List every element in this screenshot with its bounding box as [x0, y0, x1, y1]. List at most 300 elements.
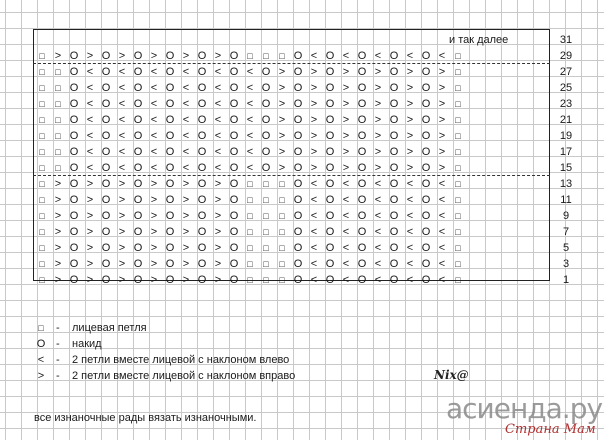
chart-cell: >: [278, 98, 286, 110]
row-number: 9: [562, 210, 570, 222]
chart-cell: O: [421, 114, 431, 126]
chart-cell: O: [389, 66, 399, 78]
chart-cell: <: [118, 66, 126, 78]
chart-cell: □: [247, 275, 253, 285]
chart-cell: O: [325, 98, 335, 110]
chart-cell: O: [421, 66, 431, 78]
chart-cell: <: [342, 226, 350, 238]
chart-cell: >: [86, 274, 94, 286]
chart-cell: <: [118, 98, 126, 110]
chart-cell: >: [182, 242, 190, 254]
chart-cell: >: [374, 114, 382, 126]
chart-cell: <: [214, 98, 222, 110]
chart-cell: O: [261, 146, 271, 158]
chart-cell: O: [133, 274, 143, 286]
chart-cell: >: [278, 146, 286, 158]
chart-cell: O: [261, 82, 271, 94]
chart-cell: <: [86, 162, 94, 174]
chart-cell: O: [165, 178, 175, 190]
chart-cell: □: [455, 243, 461, 253]
chart-cell: <: [118, 130, 126, 142]
row-number: 11: [560, 194, 572, 206]
chart-cell: □: [455, 99, 461, 109]
chart-cell: O: [389, 114, 399, 126]
chart-cell: >: [342, 66, 350, 78]
chart-cell: >: [406, 66, 414, 78]
chart-cell: O: [389, 162, 399, 174]
chart-cell: >: [54, 258, 62, 270]
chart-cell: □: [55, 67, 61, 77]
chart-cell: □: [39, 115, 45, 125]
chart-cell: <: [150, 82, 158, 94]
chart-cell: >: [54, 210, 62, 222]
chart-cell: □: [39, 195, 45, 205]
chart-cell: O: [325, 130, 335, 142]
row-number: 15: [559, 162, 573, 174]
chart-cell: <: [150, 162, 158, 174]
chart-cell: O: [261, 114, 271, 126]
chart-cell: <: [86, 82, 94, 94]
chart-cell: >: [342, 98, 350, 110]
chart-cell: O: [389, 194, 399, 206]
row-number: 27: [559, 66, 573, 78]
chart-cell: <: [118, 82, 126, 94]
chart-cell: O: [165, 274, 175, 286]
chart-cell: <: [310, 178, 318, 190]
chart-cell: >: [182, 194, 190, 206]
chart-cell: <: [182, 98, 190, 110]
chart-cell: □: [279, 195, 285, 205]
chart-cell: O: [165, 146, 175, 158]
chart-cell: □: [263, 243, 269, 253]
chart-cell: <: [214, 82, 222, 94]
section-divider: [33, 175, 550, 176]
chart-cell: >: [150, 258, 158, 270]
chart-cell: >: [214, 242, 222, 254]
chart-cell: □: [247, 195, 253, 205]
chart-cell: >: [310, 66, 318, 78]
chart-cell: <: [118, 114, 126, 126]
chart-cell: O: [101, 66, 111, 78]
chart-cell: □: [39, 243, 45, 253]
chart-cell: O: [421, 162, 431, 174]
chart-cell: <: [150, 66, 158, 78]
chart-cell: O: [325, 114, 335, 126]
chart-cell: <: [246, 98, 254, 110]
chart-cell: O: [389, 146, 399, 158]
chart-cell: O: [421, 50, 431, 62]
chart-cell: □: [455, 211, 461, 221]
chart-cell: □: [263, 227, 269, 237]
row-number: 25: [559, 82, 573, 94]
chart-cell: □: [279, 179, 285, 189]
chart-cell: >: [118, 242, 126, 254]
chart-cell: >: [310, 98, 318, 110]
chart-cell: >: [54, 274, 62, 286]
chart-cell: <: [374, 178, 382, 190]
chart-cell: O: [389, 226, 399, 238]
chart-cell: <: [310, 226, 318, 238]
chart-cell: O: [101, 194, 111, 206]
chart-cell: O: [357, 226, 367, 238]
chart-cell: □: [263, 275, 269, 285]
chart-cell: O: [357, 242, 367, 254]
chart-cell: □: [279, 243, 285, 253]
chart-cell: □: [39, 227, 45, 237]
chart-cell: >: [374, 162, 382, 174]
chart-cell: O: [357, 210, 367, 222]
chart-cell: O: [389, 274, 399, 286]
chart-cell: O: [101, 130, 111, 142]
chart-cell: □: [55, 83, 61, 93]
chart-cell: >: [54, 178, 62, 190]
chart-cell: O: [357, 50, 367, 62]
chart-cell: O: [325, 178, 335, 190]
chart-cell: O: [101, 242, 111, 254]
chart-cell: O: [101, 258, 111, 270]
chart-cell: O: [197, 210, 207, 222]
chart-cell: O: [165, 242, 175, 254]
chart-cell: O: [293, 146, 303, 158]
chart-cell: O: [197, 274, 207, 286]
chart-cell: □: [55, 131, 61, 141]
chart-cell: O: [293, 274, 303, 286]
chart-cell: <: [374, 274, 382, 286]
chart-cell: <: [374, 242, 382, 254]
chart-cell: O: [69, 274, 79, 286]
chart-cell: O: [325, 226, 335, 238]
chart-cell: O: [293, 210, 303, 222]
chart-cell: O: [197, 226, 207, 238]
chart-cell: □: [263, 51, 269, 61]
chart-cell: O: [197, 66, 207, 78]
signature: Nix@: [434, 368, 469, 382]
chart-cell: >: [278, 114, 286, 126]
chart-cell: O: [69, 82, 79, 94]
chart-cell: □: [39, 147, 45, 157]
chart-cell: >: [310, 114, 318, 126]
chart-cell: >: [150, 178, 158, 190]
chart-cell: >: [438, 82, 446, 94]
chart-cell: O: [421, 274, 431, 286]
chart-cell: <: [246, 146, 254, 158]
chart-cell: >: [406, 130, 414, 142]
chart-cell: O: [133, 130, 143, 142]
legend-dash: -: [56, 322, 60, 334]
chart-cell: O: [133, 226, 143, 238]
chart-cell: □: [455, 51, 461, 61]
chart-cell: <: [214, 146, 222, 158]
chart-cell: >: [310, 130, 318, 142]
chart-cell: >: [406, 146, 414, 158]
chart-cell: O: [229, 50, 239, 62]
chart-cell: >: [310, 162, 318, 174]
chart-cell: □: [247, 243, 253, 253]
chart-cell: <: [118, 162, 126, 174]
chart-cell: O: [165, 258, 175, 270]
chart-cell: >: [278, 162, 286, 174]
chart-cell: □: [247, 51, 253, 61]
chart-cell: >: [342, 162, 350, 174]
chart-cell: O: [293, 50, 303, 62]
legend-dash: -: [56, 370, 60, 382]
chart-cell: O: [293, 98, 303, 110]
chart-cell: O: [133, 178, 143, 190]
chart-cell: >: [118, 178, 126, 190]
chart-cell: O: [325, 274, 335, 286]
row-number: 13: [559, 178, 573, 190]
chart-cell: O: [229, 98, 239, 110]
chart-cell: <: [310, 210, 318, 222]
chart-cell: □: [247, 211, 253, 221]
chart-cell: >: [438, 130, 446, 142]
chart-cell: O: [261, 66, 271, 78]
chart-cell: <: [214, 130, 222, 142]
chart-cell: >: [214, 178, 222, 190]
chart-cell: O: [133, 98, 143, 110]
chart-cell: O: [325, 258, 335, 270]
row-number: 17: [559, 146, 573, 158]
chart-cell: <: [342, 258, 350, 270]
chart-cell: <: [310, 274, 318, 286]
chart-cell: □: [55, 115, 61, 125]
chart-cell: □: [247, 179, 253, 189]
chart-cell: <: [214, 114, 222, 126]
row-number: 31: [559, 34, 573, 46]
chart-cell: O: [293, 66, 303, 78]
chart-cell: O: [293, 226, 303, 238]
watermark-sub: Страна Мам: [505, 422, 596, 437]
chart-cell: O: [229, 146, 239, 158]
chart-cell: O: [197, 146, 207, 158]
chart-cell: >: [278, 66, 286, 78]
chart-cell: >: [118, 274, 126, 286]
chart-cell: □: [455, 227, 461, 237]
row-number: 21: [559, 114, 573, 126]
chart-cell: □: [263, 179, 269, 189]
chart-cell: O: [261, 130, 271, 142]
chart-cell: >: [406, 82, 414, 94]
chart-cell: <: [406, 226, 414, 238]
chart-cell: >: [54, 242, 62, 254]
chart-cell: <: [374, 226, 382, 238]
chart-cell: □: [55, 99, 61, 109]
chart-cell: <: [406, 242, 414, 254]
chart-cell: <: [214, 66, 222, 78]
chart-cell: O: [293, 258, 303, 270]
chart-cell: >: [278, 82, 286, 94]
chart-cell: O: [69, 98, 79, 110]
chart-cell: >: [438, 146, 446, 158]
chart-cell: □: [263, 195, 269, 205]
chart-cell: <: [310, 194, 318, 206]
chart-cell: >: [214, 210, 222, 222]
chart-cell: <: [374, 258, 382, 270]
chart-cell: <: [438, 194, 446, 206]
chart-cell: O: [325, 66, 335, 78]
chart-cell: <: [118, 146, 126, 158]
chart-cell: >: [150, 194, 158, 206]
chart-cell: <: [342, 274, 350, 286]
chart-cell: O: [357, 130, 367, 142]
chart-cell: O: [421, 146, 431, 158]
chart-cell: □: [39, 179, 45, 189]
chart-cell: >: [182, 258, 190, 270]
chart-cell: O: [389, 178, 399, 190]
chart-cell: <: [406, 258, 414, 270]
chart-cell: >: [150, 242, 158, 254]
chart-cell: O: [165, 194, 175, 206]
chart-cell: >: [342, 130, 350, 142]
chart-cell: O: [197, 178, 207, 190]
chart-cell: O: [229, 194, 239, 206]
chart-cell: O: [357, 274, 367, 286]
chart-cell: <: [86, 66, 94, 78]
chart-cell: <: [310, 242, 318, 254]
chart-cell: O: [421, 178, 431, 190]
row-number: 7: [562, 226, 570, 238]
chart-cell: O: [357, 82, 367, 94]
row-number: 23: [559, 98, 573, 110]
chart-cell: O: [133, 162, 143, 174]
chart-cell: □: [247, 227, 253, 237]
chart-cell: O: [357, 194, 367, 206]
chart-cell: <: [406, 50, 414, 62]
chart-cell: O: [133, 194, 143, 206]
footnote: все изнаночные рады вязать изнаночными.: [34, 412, 257, 424]
chart-cell: O: [197, 114, 207, 126]
chart-cell: O: [165, 66, 175, 78]
chart-cell: O: [229, 82, 239, 94]
chart-cell: O: [261, 162, 271, 174]
chart-cell: O: [133, 146, 143, 158]
chart-cell: O: [229, 114, 239, 126]
chart-cell: <: [406, 194, 414, 206]
chart-cell: O: [293, 162, 303, 174]
chart-cell: <: [438, 242, 446, 254]
chart-cell: >: [54, 194, 62, 206]
chart-cell: O: [325, 82, 335, 94]
chart-cell: □: [55, 147, 61, 157]
chart-cell: O: [69, 66, 79, 78]
chart-cell: >: [86, 258, 94, 270]
chart-cell: <: [342, 242, 350, 254]
chart-cell: <: [86, 98, 94, 110]
chart-cell: □: [263, 259, 269, 269]
chart-cell: >: [438, 66, 446, 78]
row-number: 1: [562, 274, 570, 286]
chart-cell: <: [246, 162, 254, 174]
chart-cell: O: [69, 130, 79, 142]
chart-cell: O: [69, 194, 79, 206]
chart-cell: O: [357, 66, 367, 78]
chart-cell: O: [293, 194, 303, 206]
chart-cell: O: [133, 258, 143, 270]
chart-cell: <: [342, 210, 350, 222]
chart-cell: □: [39, 67, 45, 77]
chart-cell: >: [278, 130, 286, 142]
chart-cell: O: [389, 242, 399, 254]
legend-symbol: <: [37, 354, 45, 366]
chart-cell: <: [406, 178, 414, 190]
chart-cell: O: [101, 50, 111, 62]
row-number: 3: [562, 258, 570, 270]
chart-cell: O: [101, 114, 111, 126]
chart-cell: <: [214, 162, 222, 174]
chart-cell: <: [86, 114, 94, 126]
chart-cell: O: [325, 242, 335, 254]
chart-cell: O: [101, 210, 111, 222]
chart-cell: O: [421, 210, 431, 222]
chart-cell: O: [229, 66, 239, 78]
chart-cell: O: [165, 226, 175, 238]
chart-cell: □: [39, 83, 45, 93]
chart-cell: <: [438, 274, 446, 286]
chart-cell: >: [182, 50, 190, 62]
chart-cell: O: [197, 130, 207, 142]
watermark-logo: асиенда.ру: [446, 392, 603, 425]
chart-cell: O: [421, 130, 431, 142]
row-number: 29: [559, 50, 573, 62]
legend-dash: -: [56, 338, 60, 350]
chart-cell: >: [118, 50, 126, 62]
chart-cell: >: [438, 114, 446, 126]
chart-cell: >: [86, 226, 94, 238]
chart-cell: O: [421, 258, 431, 270]
chart-cell: <: [374, 210, 382, 222]
chart-cell: O: [229, 210, 239, 222]
chart-cell: O: [165, 162, 175, 174]
chart-cell: O: [197, 258, 207, 270]
chart-cell: <: [246, 130, 254, 142]
chart-cell: O: [229, 178, 239, 190]
chart-note: и так далее: [449, 34, 509, 46]
chart-cell: <: [310, 50, 318, 62]
chart-cell: >: [310, 82, 318, 94]
legend-text: накид: [72, 338, 102, 350]
chart-cell: <: [342, 194, 350, 206]
chart-cell: O: [101, 146, 111, 158]
chart-cell: >: [86, 50, 94, 62]
chart-cell: >: [86, 178, 94, 190]
chart-cell: □: [279, 227, 285, 237]
chart-cell: O: [197, 194, 207, 206]
chart-cell: O: [229, 162, 239, 174]
chart-cell: >: [150, 226, 158, 238]
chart-cell: O: [229, 274, 239, 286]
legend-symbol: O: [36, 338, 46, 350]
chart-cell: O: [69, 210, 79, 222]
row-number: 19: [559, 130, 573, 142]
chart-cell: >: [54, 226, 62, 238]
chart-cell: □: [455, 259, 461, 269]
chart-cell: □: [455, 163, 461, 173]
legend-symbol: □: [38, 323, 44, 333]
chart-cell: O: [421, 98, 431, 110]
chart-cell: >: [374, 98, 382, 110]
chart-cell: <: [86, 146, 94, 158]
chart-cell: O: [229, 130, 239, 142]
chart-cell: O: [101, 226, 111, 238]
chart-cell: O: [101, 162, 111, 174]
chart-cell: >: [54, 50, 62, 62]
chart-cell: <: [86, 130, 94, 142]
chart-cell: O: [389, 98, 399, 110]
chart-cell: >: [374, 130, 382, 142]
chart-cell: □: [39, 99, 45, 109]
chart-cell: >: [406, 114, 414, 126]
chart-cell: <: [246, 114, 254, 126]
